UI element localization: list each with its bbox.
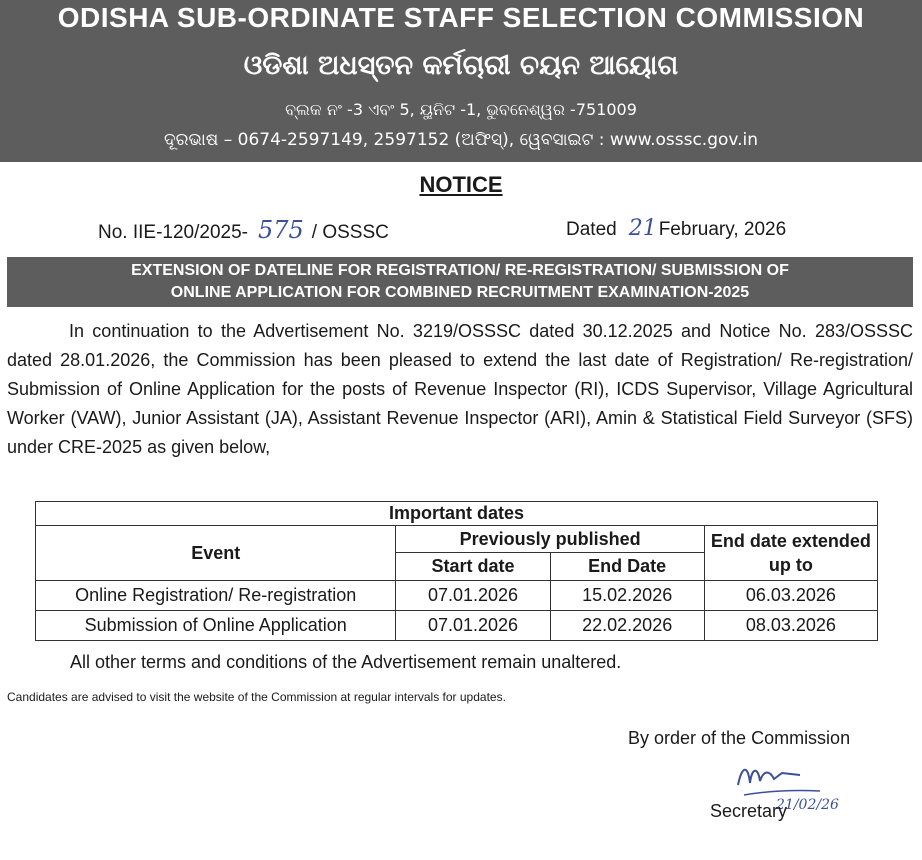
- subject-line-2: ONLINE APPLICATION FOR COMBINED RECRUITMENT EXAMINATION-2025: [170, 284, 750, 301]
- order-of-commission: By order of the Commission: [628, 728, 851, 748]
- row-extended-date: 08.03.2026: [704, 611, 877, 641]
- secretary-title: Secretary: [710, 801, 788, 821]
- column-header-end-date: End Date: [550, 553, 704, 581]
- column-header-previously-published: Previously published: [396, 526, 704, 553]
- notice-number-handwritten: 575: [257, 216, 304, 244]
- row-end-date: 22.02.2026: [550, 611, 704, 641]
- row-event: Submission of Online Application: [36, 611, 396, 641]
- org-name-english: ODISHA SUB-ORDINATE STAFF SELECTION COMMISSION: [57, 2, 865, 33]
- terms-statement: All other terms and conditions of the Advertisement remain unaltered.: [70, 652, 622, 672]
- notice-number: [98, 216, 389, 244]
- row-extended-date: 06.03.2026: [704, 581, 877, 611]
- table-row: [36, 581, 878, 611]
- org-address: ବ୍ଲକ ନଂ -3 ଏବଂ 5, ୟୁନିଟ -1, ଭୁବନେଶ୍ୱର -751009: [285, 100, 637, 119]
- candidate-advice: Candidates are advised to visit the website of the Commission at regular intervals for updates.: [7, 690, 506, 704]
- dated-month-year: February, 2026: [658, 219, 787, 240]
- column-header-event: Event: [36, 526, 396, 581]
- body-paragraph: In continuation to the Advertisement No. 3219/OSSSC dated 30.12.2025 and Notice No. 283/OSSSC dated 28.01.2026, the Commission has been pleased to extend the last date of Registration/ Re-registration/ Submission of Online Application for the posts of Revenue Inspector (RI), ICDS Supervisor, Village Agricultural Worker (VAW), Junior Assistant (JA), Assistant Revenue Inspector (ARI), Amin & Statistical Field Surveyor (SFS) under CRE-2025 as given below,: [7, 321, 913, 457]
- subject-banner: [7, 257, 913, 307]
- dated-day-handwritten: 21: [628, 216, 657, 241]
- signature-date: 21/02/26: [776, 797, 839, 813]
- table-caption: Important dates: [36, 502, 878, 526]
- row-end-date: 15.02.2026: [550, 581, 704, 611]
- dated-label: Dated: [566, 219, 617, 240]
- important-dates-table: [35, 501, 878, 641]
- notice-title: NOTICE: [419, 172, 503, 197]
- header-banner: [0, 0, 922, 162]
- notice-date: [566, 216, 786, 241]
- subject-line-1: EXTENSION OF DATELINE FOR REGISTRATION/ RE-REGISTRATION/ SUBMISSION OF: [131, 262, 789, 279]
- row-event: Online Registration/ Re-registration: [36, 581, 396, 611]
- table-row: [36, 611, 878, 641]
- org-name-odia: ଓଡିଶା ଅଧସ୍ତନ କର୍ମଚାରୀ ଚୟନ ଆୟୋଗ: [243, 50, 679, 81]
- column-header-extended: End date extended up to: [704, 526, 877, 581]
- notice-number-suffix: / OSSSC: [311, 222, 389, 243]
- row-start-date: 07.01.2026: [396, 611, 550, 641]
- org-contact: ଦୂରଭାଷ – 0674-2597149, 2597152 (ଅଫିସ୍), ୱେବସାଇଟ : www.osssc.gov.in: [163, 130, 759, 150]
- row-start-date: 07.01.2026: [396, 581, 550, 611]
- column-header-start-date: Start date: [396, 553, 550, 581]
- notice-number-prefix: No. IIE-120/2025-: [98, 222, 248, 243]
